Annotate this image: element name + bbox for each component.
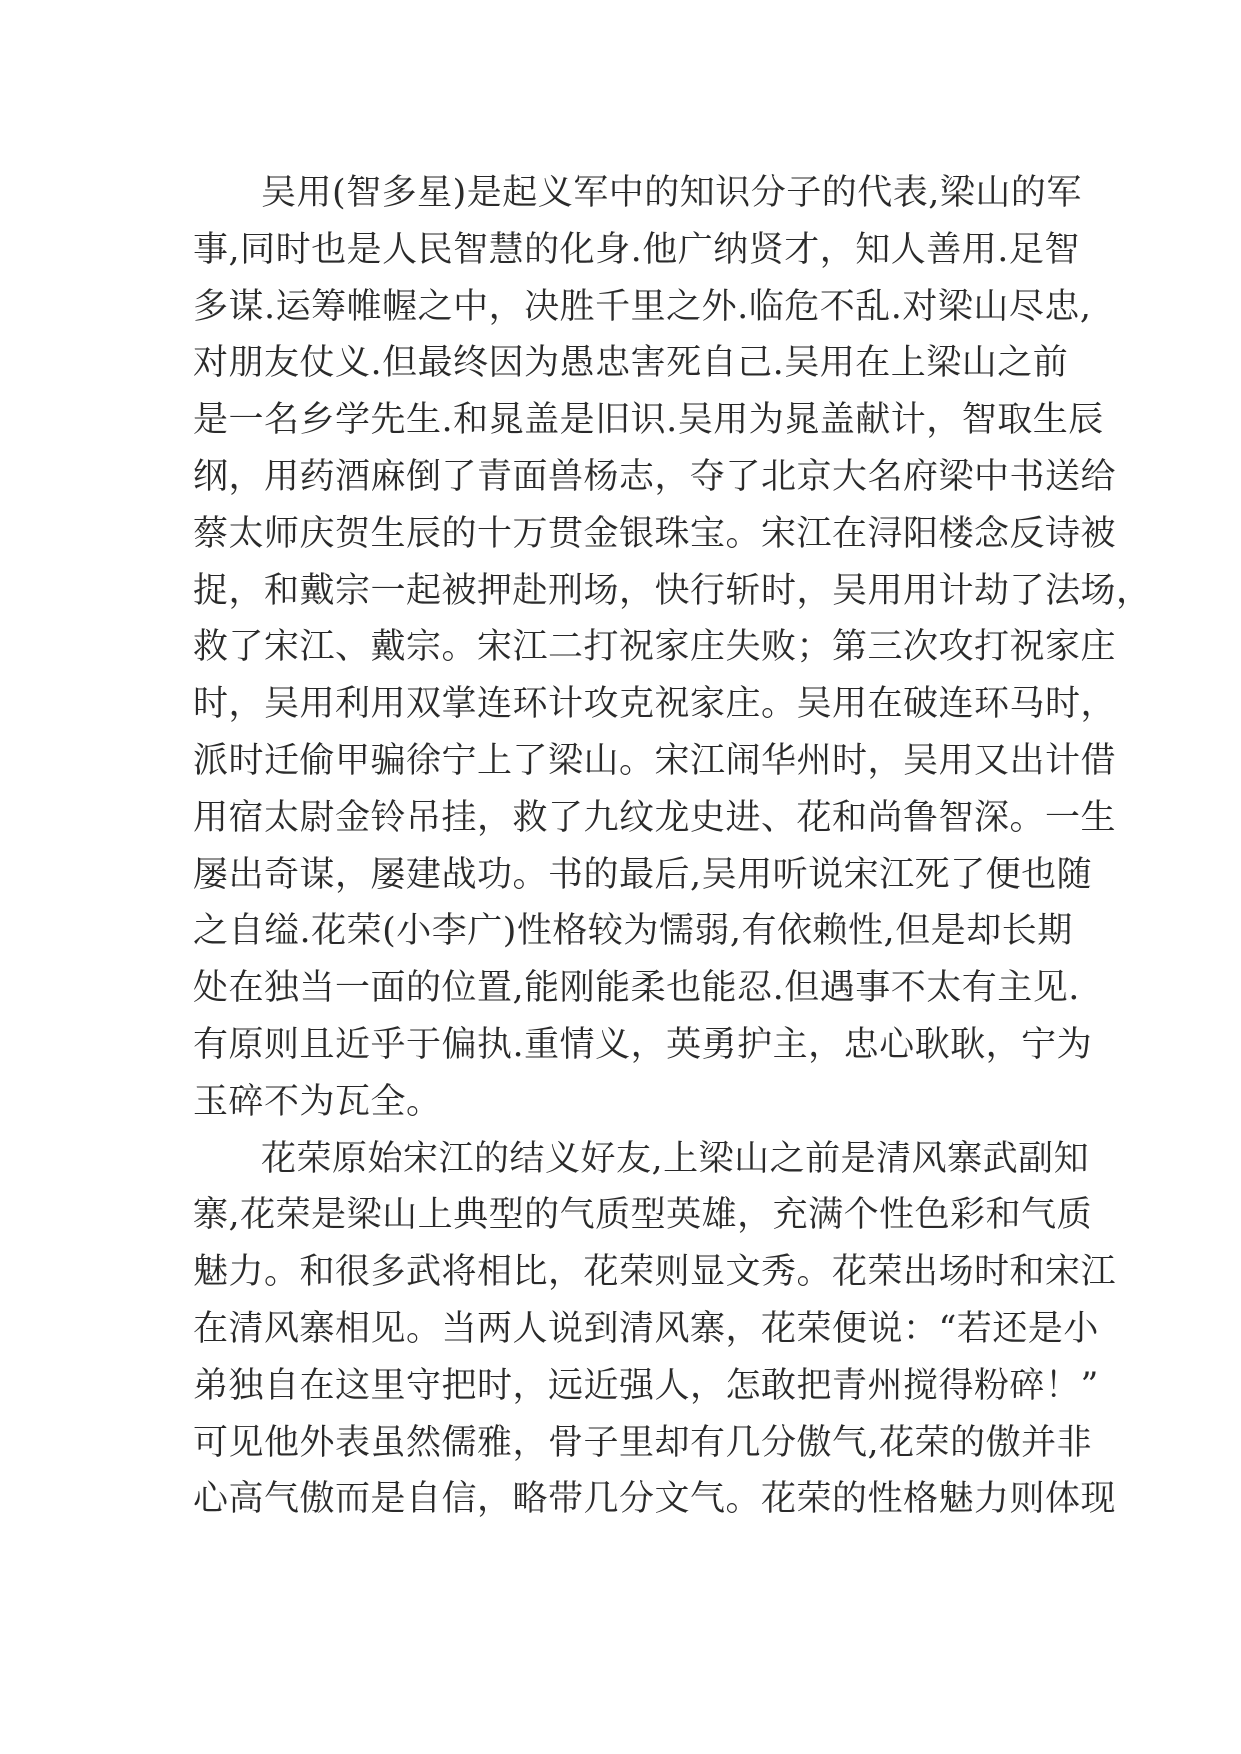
text-line: 蔡太师庆贺生辰的十万贯金银珠宝。宋江在浔阳楼念反诗被 (193, 513, 1117, 554)
text-line: 之自缢.花荣(小李广)性格较为懦弱,有依赖性,但是却长期 (193, 911, 1073, 952)
document-body (193, 165, 1152, 1528)
text-line: 派时迁偷甲骗徐宁上了梁山。宋江闹华州时，吴用又出计借 (193, 740, 1117, 781)
text-line: 屡出奇谋，屡建战功。书的最后,吴用听说宋江死了便也随 (193, 854, 1093, 895)
paragraph-hua-rong (193, 1131, 1117, 1529)
text-line: 吴用(智多星)是起义军中的知识分子的代表,梁山的军 (261, 173, 1082, 213)
text-line: 救了宋江、戴宗。宋江二打祝家庄失败；第三次攻打祝家庄 (193, 627, 1117, 668)
text-line: 事,同时也是人民智慧的化身.他广纳贤才，知人善用.足智 (193, 229, 1080, 270)
text-line: 对朋友仗义.但最终因为愚忠害死自己.吴用在上梁山之前 (193, 343, 1069, 384)
text-line: 弟独自在这里守把时，远近强人，怎敢把青州搅得粉碎！” (193, 1365, 1099, 1406)
text-line: 时，吴用利用双掌连环计攻克祝家庄。吴用在破连环马时， (193, 684, 1117, 725)
text-line: 魅力。和很多武将相比，花荣则显文秀。花荣出场时和宋江 (193, 1252, 1117, 1293)
text-line: 寨,花荣是梁山上典型的气质型英雄，充满个性色彩和气质 (193, 1195, 1093, 1236)
paragraph-wu-yong (193, 165, 1152, 1131)
text-line: 是一名乡学先生.和晁盖是旧识.吴用为晁盖献计，智取生辰 (193, 400, 1104, 441)
text-line: 可见他外表虽然儒雅，骨子里却有几分傲气,花荣的傲并非 (193, 1422, 1093, 1463)
text-line: 花荣原始宋江的结义好友,上梁山之前是清风寨武副知 (261, 1138, 1090, 1179)
text-line: 玉碎不为瓦全。 (193, 1081, 442, 1122)
text-line: 在清风寨相见。当两人说到清风寨，花荣便说：“若还是小 (193, 1308, 1099, 1349)
text-line: 捉，和戴宗一起被押赴刑场，快行斩时，吴用用计劫了法场， (193, 570, 1152, 611)
text-line: 心高气傲而是自信，略带几分文气。花荣的性格魅力则体现 (193, 1479, 1117, 1520)
text-line: 纲，用药酒麻倒了青面兽杨志，夺了北京大名府梁中书送给 (193, 456, 1117, 497)
text-line: 处在独当一面的位置,能刚能柔也能忍.但遇事不太有主见. (193, 968, 1080, 1009)
text-line: 有原则且近乎于偏执.重情义，英勇护主，忠心耿耿，宁为 (193, 1024, 1093, 1065)
text-line: 多谋.运筹帷幄之中，决胜千里之外.临危不乱.对梁山尽忠, (193, 286, 1092, 327)
text-line: 用宿太尉金铃吊挂，救了九纹龙史进、花和尚鲁智深。一生 (193, 797, 1117, 838)
